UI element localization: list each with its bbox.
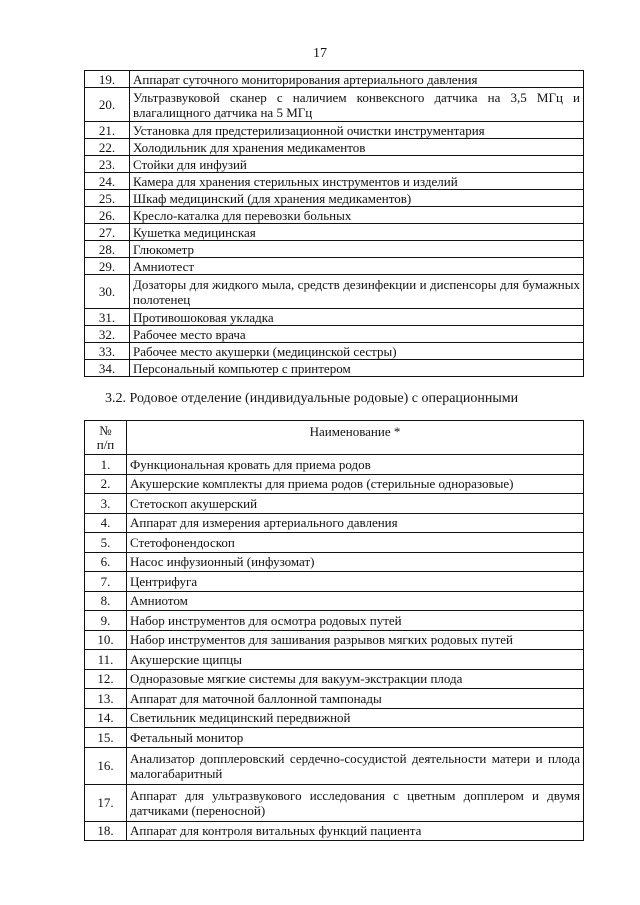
- row-name: Акушерские комплекты для приема родов (стерильные одноразовые): [127, 474, 584, 494]
- table-row: [85, 71, 584, 88]
- row-name: Набор инструментов для осмотра родовых путей: [127, 611, 584, 631]
- row-name: Аппарат суточного мониторирования артериального давления: [130, 71, 584, 88]
- row-number: 16.: [85, 747, 127, 784]
- row-name: Одноразовые мягкие системы для вакуум-экстракции плода: [127, 669, 584, 689]
- row-name: Фетальный монитор: [127, 728, 584, 748]
- row-name: Персональный компьютер с принтером: [130, 360, 584, 377]
- table-row: [85, 494, 584, 514]
- row-name: Кресло-каталка для перевозки больных: [130, 207, 584, 224]
- row-name: Центрифуга: [127, 572, 584, 592]
- row-number: 30.: [85, 275, 130, 309]
- row-name: Стойки для инфузий: [130, 156, 584, 173]
- row-name: Глюкометр: [130, 241, 584, 258]
- table-row: [85, 821, 584, 841]
- row-name: Кушетка медицинская: [130, 224, 584, 241]
- table-row: [85, 747, 584, 784]
- table-row: [85, 190, 584, 207]
- table-row: [85, 650, 584, 670]
- row-name: Рабочее место врача: [130, 326, 584, 343]
- header-name-column: Наименование *: [127, 421, 584, 455]
- row-number: 15.: [85, 728, 127, 748]
- row-number: 34.: [85, 360, 130, 377]
- row-number: 26.: [85, 207, 130, 224]
- row-name: Аппарат для маточной баллонной тампонады: [127, 689, 584, 709]
- row-number: 10.: [85, 630, 127, 650]
- section-heading: 3.2. Родовое отделение (индивидуальные родовые) с операционными: [105, 391, 519, 406]
- table-row: [85, 552, 584, 572]
- row-number: 27.: [85, 224, 130, 241]
- table-row: [85, 258, 584, 275]
- table-row: [85, 326, 584, 343]
- table-row: [85, 669, 584, 689]
- row-number: 12.: [85, 669, 127, 689]
- table2-header: [85, 421, 584, 455]
- row-name: Аппарат для ультразвукового исследования с цветным допплером и двумя датчиками (переносной): [127, 784, 584, 821]
- row-name: Рабочее место акушерки (медицинской сестры): [130, 343, 584, 360]
- table-row: [85, 88, 584, 122]
- table-row: [85, 572, 584, 592]
- row-number: 7.: [85, 572, 127, 592]
- page-number: 17: [313, 46, 327, 61]
- row-number: 11.: [85, 650, 127, 670]
- table-row: [85, 173, 584, 190]
- row-number: 25.: [85, 190, 130, 207]
- table-row: [85, 207, 584, 224]
- row-number: 17.: [85, 784, 127, 821]
- row-number: 6.: [85, 552, 127, 572]
- table-row: [85, 360, 584, 377]
- row-name: Противошоковая укладка: [130, 309, 584, 326]
- table-row: [85, 533, 584, 553]
- row-name: Шкаф медицинский (для хранения медикаментов): [130, 190, 584, 207]
- row-number: 28.: [85, 241, 130, 258]
- row-name: Амниотест: [130, 258, 584, 275]
- row-name: Холодильник для хранения медикаментов: [130, 139, 584, 156]
- row-number: 20.: [85, 88, 130, 122]
- row-name: Аппарат для измерения артериального давления: [127, 513, 584, 533]
- header-number-abbrev: п/п: [96, 436, 115, 452]
- row-number: 24.: [85, 173, 130, 190]
- row-number: 31.: [85, 309, 130, 326]
- table-row: [85, 343, 584, 360]
- table-row: [85, 591, 584, 611]
- table-row: [85, 611, 584, 631]
- row-number: 2.: [85, 474, 127, 494]
- equipment-table-continued: [84, 70, 584, 377]
- row-number: 21.: [85, 122, 130, 139]
- table-row: [85, 139, 584, 156]
- table-row: [85, 784, 584, 821]
- row-number: 5.: [85, 533, 127, 553]
- row-name: Насос инфузионный (инфузомат): [127, 552, 584, 572]
- table-row: [85, 455, 584, 475]
- row-number: 14.: [85, 708, 127, 728]
- row-number: 32.: [85, 326, 130, 343]
- table-row: [85, 241, 584, 258]
- row-name: Стетоскоп акушерский: [127, 494, 584, 514]
- row-name: Функциональная кровать для приема родов: [127, 455, 584, 475]
- row-number: 4.: [85, 513, 127, 533]
- row-number: 19.: [85, 71, 130, 88]
- header-number-column: [85, 421, 127, 455]
- row-number: 33.: [85, 343, 130, 360]
- table1-body: [85, 71, 584, 377]
- row-number: 23.: [85, 156, 130, 173]
- table-row: [85, 309, 584, 326]
- row-name: Анализатор допплеровский сердечно-сосудистой деятельности матери и плода малогабаритный: [127, 747, 584, 784]
- row-name: Акушерские щипцы: [127, 650, 584, 670]
- row-number: 18.: [85, 821, 127, 841]
- row-number: 1.: [85, 455, 127, 475]
- table-row: [85, 728, 584, 748]
- row-name: Аппарат для контроля витальных функций пациента: [127, 821, 584, 841]
- header-number-sign: №: [99, 422, 112, 438]
- table-row: [85, 224, 584, 241]
- table-row: [85, 513, 584, 533]
- row-number: 29.: [85, 258, 130, 275]
- row-name: Стетофонендоскоп: [127, 533, 584, 553]
- row-number: 22.: [85, 139, 130, 156]
- row-name: Камера для хранения стерильных инструментов и изделий: [130, 173, 584, 190]
- row-name: Амниотом: [127, 591, 584, 611]
- delivery-department-table: [84, 420, 584, 841]
- row-name: Светильник медицинский передвижной: [127, 708, 584, 728]
- row-name: Дозаторы для жидкого мыла, средств дезинфекции и диспенсоры для бумажных полотенец: [130, 275, 584, 309]
- row-number: 8.: [85, 591, 127, 611]
- row-number: 13.: [85, 689, 127, 709]
- row-number: 3.: [85, 494, 127, 514]
- row-name: Установка для предстерилизационной очистки инструментария: [130, 122, 584, 139]
- table-header-row: [85, 421, 584, 455]
- row-name: Ультразвуковой сканер с наличием конвексного датчика на 3,5 МГц и влагалищного датчика на 5 МГц: [130, 88, 584, 122]
- table-row: [85, 122, 584, 139]
- table-row: [85, 474, 584, 494]
- table-row: [85, 156, 584, 173]
- table-row: [85, 275, 584, 309]
- table-row: [85, 630, 584, 650]
- row-number: 9.: [85, 611, 127, 631]
- row-name: Набор инструментов для зашивания разрывов мягких родовых путей: [127, 630, 584, 650]
- table-row: [85, 689, 584, 709]
- table-row: [85, 708, 584, 728]
- table2-body: [85, 455, 584, 841]
